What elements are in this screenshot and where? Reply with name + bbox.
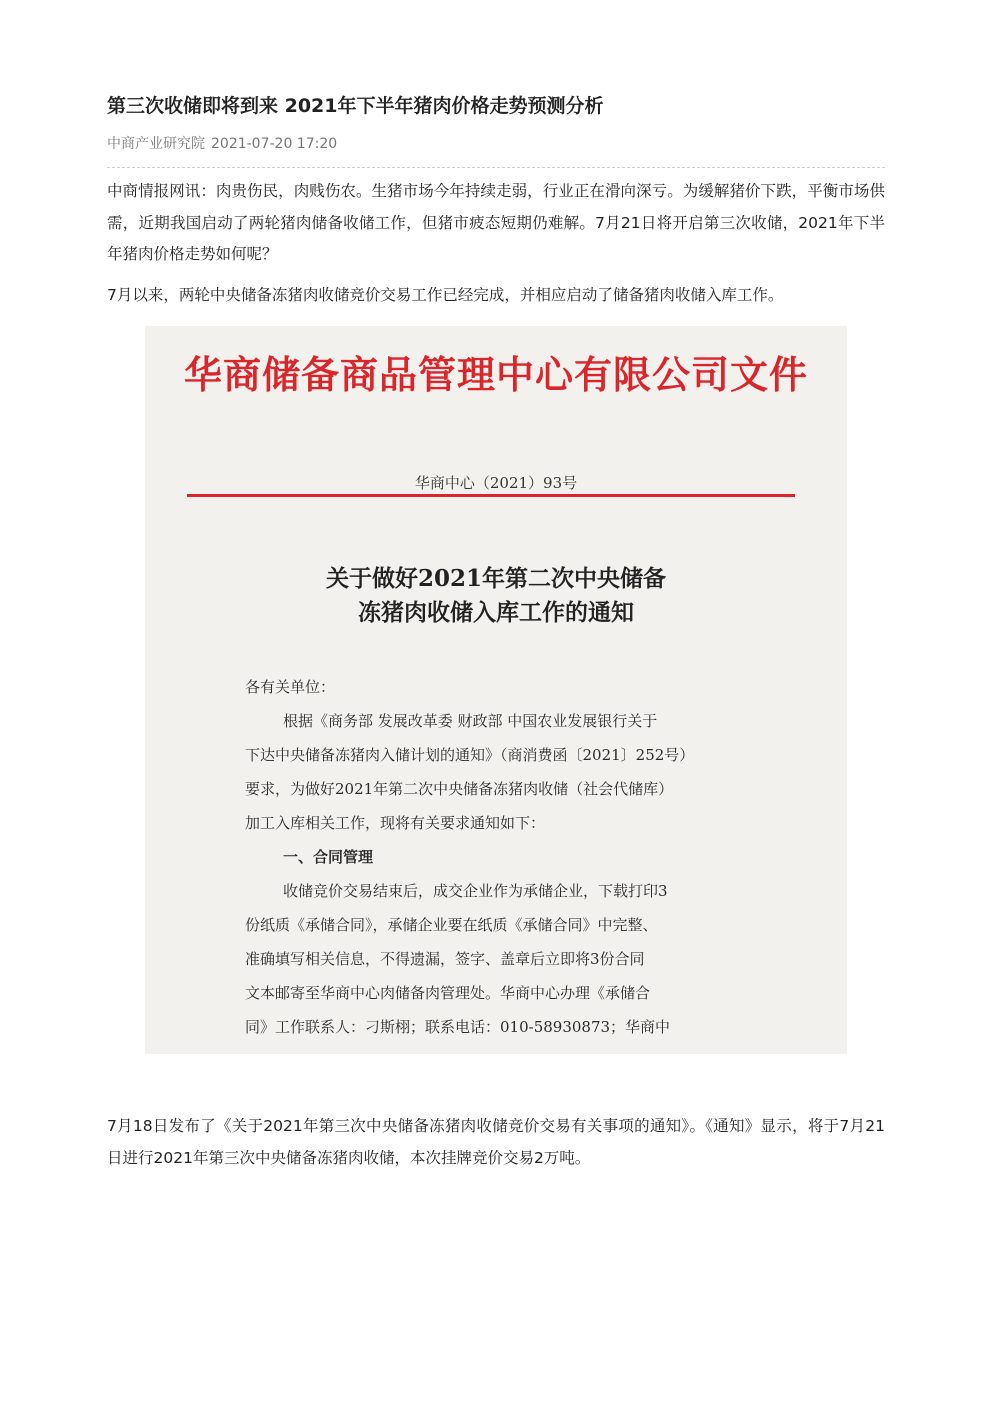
- document-title: [145, 562, 847, 630]
- paragraph-july: 7月以来，两轮中央储备冻猪肉收储竞价交易工作已经完成，并相应启动了储备猪肉收储入库工作。: [107, 286, 784, 304]
- divider: [107, 167, 885, 168]
- document-body-line: 要求，为做好2021年第二次中央储备冻猪肉收储（社会代储库）: [245, 780, 674, 798]
- document-section-line: 准确填写相关信息，不得遗漏，签字、盖章后立即将3份合同: [245, 950, 645, 968]
- document-section-heading: 一、合同管理: [283, 848, 374, 866]
- document-image: [145, 326, 847, 1054]
- document-body-line: 加工入库相关工作，现将有关要求通知如下：: [245, 814, 546, 832]
- document-body-line: 根据《商务部 发展改革委 财政部 中国农业发展银行关于: [283, 712, 658, 730]
- document-header: 华商储备商品管理中心有限公司文件: [183, 352, 808, 397]
- paragraph-notice: 7月18日发布了《关于2021年第三次中央储备冻猪肉收储竞价交易有关事项的通知》。《通知》显示，将于7月21日进行2021年第三次中央储备冻猪肉收储，本次挂牌竞价交易2万吨。: [107, 1117, 885, 1167]
- red-rule-divider: [187, 494, 795, 497]
- article-source: 中商产业研究院: [107, 136, 205, 152]
- article-meta: [107, 134, 343, 154]
- document-section-line: 文本邮寄至华商中心肉储备肉管理处。华商中心办理《承储合: [245, 984, 651, 1002]
- paragraph-intro: 中商情报网讯：肉贵伤民，肉贱伤农。生猪市场今年持续走弱，行业正在滑向深亏。为缓解猪价下跌，平衡市场供需，近期我国启动了两轮猪肉储备收储工作，但猪市疲态短期仍难解。7月21日将开启第三次收储，2021年下半年猪肉价格走势如何呢？: [107, 182, 885, 263]
- document-section-line: 收储竞价交易结束后，成交企业作为承储企业，下载打印3: [283, 882, 668, 900]
- document-section-line: 同》工作联系人：刁斯栩；联系电话：010-58930873；华商中: [245, 1018, 671, 1036]
- document-title-line: 冻猪肉收储入库工作的通知: [358, 599, 634, 626]
- document-body: [245, 670, 780, 1044]
- document-body-line: 下达中央储备冻猪肉入储计划的通知》（商消费函〔2021〕252号）: [245, 746, 695, 764]
- document-section-line: 份纸质《承储合同》，承储企业要在纸质《承储合同》中完整、: [245, 916, 658, 934]
- document-number: 华商中心（2021）93号: [414, 474, 578, 492]
- document-salutation: 各有关单位：: [245, 678, 336, 696]
- article-title: 第三次收储即将到来 2021年下半年猪肉价格走势预测分析: [107, 95, 604, 117]
- article-datetime: 2021-07-20 17:20: [211, 136, 338, 152]
- document-title-line: 关于做好2021年第二次中央储备: [325, 565, 666, 592]
